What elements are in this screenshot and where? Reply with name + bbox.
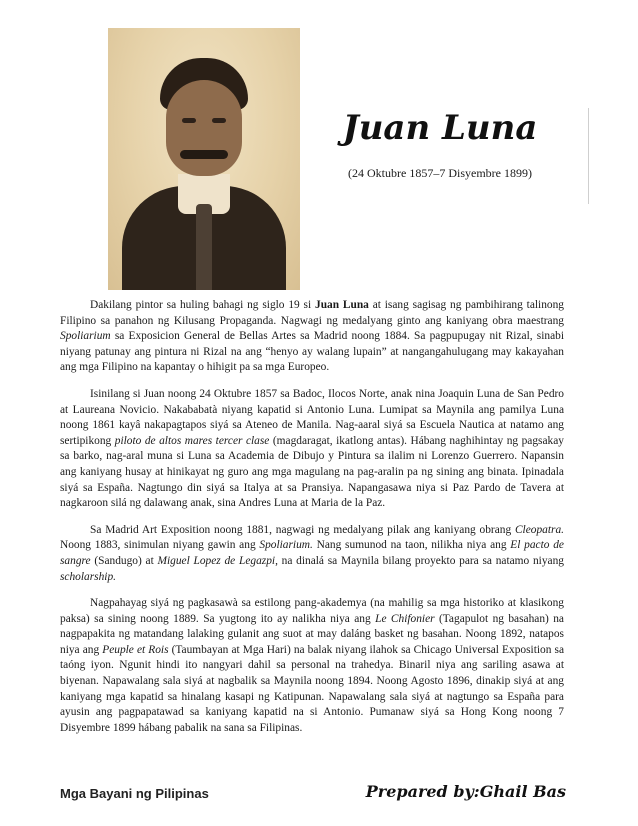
bold-text: Juan Luna bbox=[315, 299, 369, 311]
italic-title: Spoliarium bbox=[60, 330, 111, 343]
text-run: (Sandugo) at bbox=[90, 554, 158, 567]
text-run: Sa Madrid Art Exposition noong 1881, nagwagi ng medalyang pilak ang kaniyang obrang bbox=[90, 523, 515, 536]
biography-text bbox=[60, 298, 564, 747]
paragraph-4 bbox=[60, 596, 564, 736]
text-run: (magdaragat, ikatlong antas). Hábang naghihintay ng pagsakay sa barko, nag-aral muna si Luna sa Academia de Dibujo y Pintura sa ilalim ni Lorenzo Guerrero. Napansin ang kaniyang husay at hinikayat ng guro ang mga magulang na pag-aralin pa ng sining ang binata. Ipinadala siyá sa España. Nagtungo din siyá sa Italya at sa Pransiya. Napangasawa niya si Paz Pardo de Tavera at nagkaroon silá ng dalawang anak, sina Andres Luna at Maria de la Paz. bbox=[60, 434, 564, 510]
portrait-photo bbox=[108, 28, 300, 290]
italic-title: Peuple et Rois bbox=[102, 643, 169, 656]
text-run: Isinilang si Juan noong 24 Oktubre 1857 sa Badoc, Ilocos Norte, anak nina Joaquin Luna de San Pedro at Laureana Novicio. Nakababatà niyang kapatid si Antonio Luna. Lumipat sa Maynila ang pamilya Luna noong 1861 kayâ nakapagtapos siyá sa Ateneo de Manila. Nag-aaral siyá sa Escuela Nautica at natamo ang sertipikong bbox=[60, 387, 564, 447]
portrait-moustache bbox=[180, 150, 228, 159]
text-run: at isang sagisag ng pambihirang talinong Filipino sa panahon ng Kilusang Propaganda. Nagwagi ng medalyang ginto ang kaniyang obra maestrang bbox=[60, 299, 564, 327]
italic-title: Spoliarium. bbox=[259, 539, 313, 552]
life-dates: (24 Oktubre 1857–7 Disyembre 1899) bbox=[348, 166, 532, 180]
text-run: Nagpahayag siyá ng pagkasawà sa estilong pang-akademya (na mahilig sa mga historiko at klasikong paksa) sa sining noong 1889. Sa yugtong ito ay nalikha niya ang bbox=[60, 597, 564, 625]
footer-credit: Prepared by:Ghail Bas bbox=[365, 782, 566, 801]
portrait-face bbox=[166, 80, 242, 176]
text-run: , na dinalá sa Maynila bilang proyekto para sa natamo niyang bbox=[275, 554, 564, 567]
text-run: (Tagapulot ng basahan) na nagpapakita ng matandang lalaking gulanit ang suot at may daláng basket ng basahan. Noong 1892, natapos niya ang bbox=[60, 612, 564, 656]
italic-title: El pacto de sangre bbox=[60, 539, 564, 567]
portrait-eye-left bbox=[182, 118, 196, 123]
italic-title: Le Chifonier bbox=[375, 612, 435, 625]
portrait-tie bbox=[196, 204, 212, 290]
page-title: Juan Luna bbox=[342, 108, 538, 148]
italic-title: piloto de altos mares tercer clase bbox=[114, 434, 270, 447]
text-run: Nang sumunod na taon, nilikha niya ang bbox=[312, 539, 511, 552]
text-run: Dakilang pintor sa huling bahagi ng siglo 19 si bbox=[90, 299, 315, 311]
text-run: (Taumbayan at Mga Hari) na balak niyang ilahok sa Chicago Universal Exposition sa taóng iyon. Ngunit hindi ito nangyari dahil sa personal na trahedya. Binaril niya ang sariling asawa at biyenan. Napawalang sala siyá at nagbalik sa Maynila noong 1894. Noong Agosto 1896, dinakip siyá at ang kaniyang mga kapatid sa hinalang kasapi ng Katipunan. Napawalang sala siyá at nagtungo sa España para ayusin ang pagpapatawad sa kaniyang kapatid na si Antonio. Pumanaw siyá sa Hong Kong noong 7 Disyembre 1899 hábang pabalik na sana sa Filipinas. bbox=[60, 643, 564, 734]
text-run: sa Exposicion General de Bellas Artes sa Madrid noong 1884. Sa pagpupugay nit Rizal, sinabi niyang patunay ang pintura ni Rizal na ang “henyo ay walang lupain” at nangangahulugang may kakayahan ang mga Filipino na kapantay o hihigit pa sa mga Europeo. bbox=[60, 330, 564, 374]
paragraph-3 bbox=[60, 523, 564, 585]
italic-title: Miguel Lopez de Legazpi bbox=[157, 554, 276, 567]
header-divider bbox=[588, 108, 589, 204]
text-run: Noong 1883, sinimulan niyang gawin ang bbox=[60, 539, 260, 552]
paragraph-1 bbox=[60, 298, 564, 376]
italic-title: scholarship. bbox=[60, 570, 117, 583]
portrait-eye-right bbox=[212, 118, 226, 123]
paragraph-2 bbox=[60, 387, 564, 512]
italic-title: Cleopatra. bbox=[514, 523, 564, 536]
footer-series-title: Mga Bayani ng Pilipinas bbox=[60, 786, 209, 801]
